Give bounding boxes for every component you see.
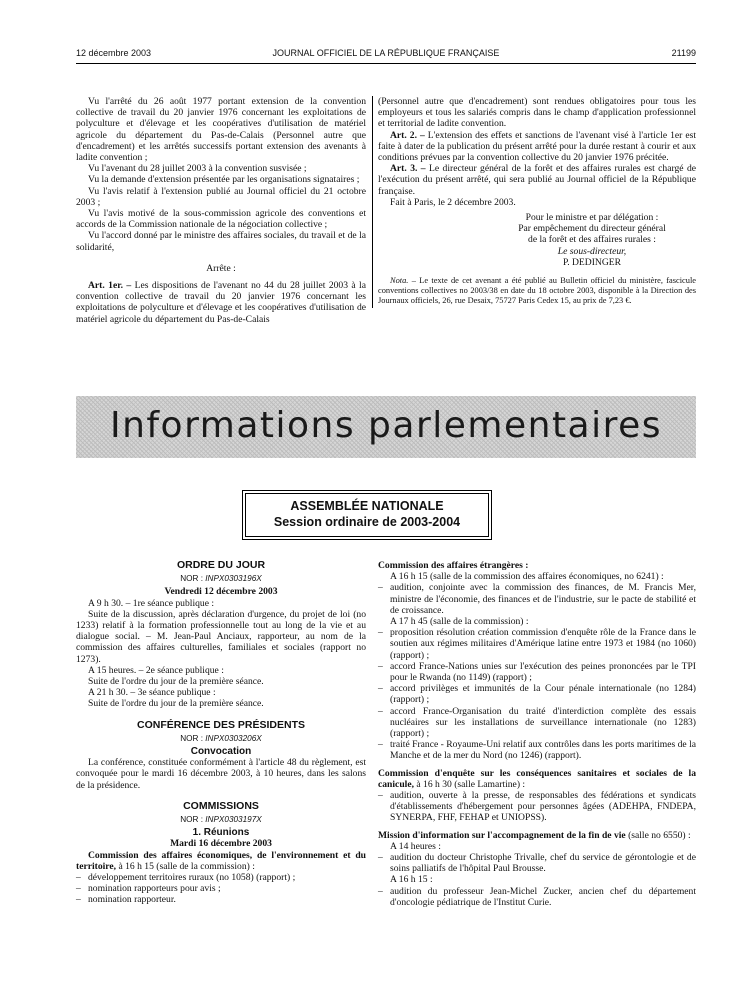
comm-sub: 1. Réunions xyxy=(192,827,250,839)
banner-title: Informations parlementaires xyxy=(109,405,663,446)
header-page-number: 21199 xyxy=(671,48,696,58)
assembly-box xyxy=(245,493,489,537)
etr-items-1 xyxy=(378,582,696,616)
list-item: Vu l'arrêté du 26 août 1977 portant extension de la convention collective de travail du 20 janvier 1976 concernant les exploitations de polyculture et d'élevage et les coopératives d'utilisation de matériel agricole du département du Pas-de-Calais (Personnel autre que d'encadrement) et les arrêtés successifs portant extension des avenants à ladite convention ; xyxy=(76,96,366,164)
signature-role: Le sous-directeur, xyxy=(557,245,627,257)
article-1-text: Les dispositions de l'avenant no 44 du 28 juillet 2003 à la convention collective de travail du 20 janvier 1976 concernant les exploitations de polyculture et d'élevage et les coopératives d'utilisation de matériel agricole du département du Pas-de-Calais xyxy=(76,280,366,325)
list-item: Vu l'avis relatif à l'extension publié au Journal officiel du 21 octobre 2003 ; xyxy=(76,185,366,208)
ordre-nor-code: INPX0303196X xyxy=(205,574,262,584)
ordre-nor-label: NOR : xyxy=(180,574,203,584)
canicule-time: à 16 h 30 (salle Lamartine) : xyxy=(416,778,526,790)
mission-room: (salle no 6550) : xyxy=(628,829,691,841)
section-banner xyxy=(76,396,696,458)
comm-day: Mardi 16 décembre 2003 xyxy=(170,838,272,850)
article-2-label: Art. 2. – xyxy=(390,129,425,141)
seance-2: A 15 heures. – 2e séance publique : xyxy=(88,664,224,676)
comm-heading: COMMISSIONS xyxy=(183,799,259,812)
article-1-label: Art. 1er. – xyxy=(88,280,132,292)
list-item: – audition, ouverte à la presse, de responsables des fédérations et syndicats d'établissements d'hébergement pour personnes âgées (ADEHPA, FNDEPA, SYNERPA, FHF, FEHAP et UNIOPSS). xyxy=(378,790,696,824)
article-1-continuation: (Personnel autre que d'encadrement) sont rendues obligatoires pour tous les employeurs et tous les salariés compris dans le champ d'application professionnel et territorial de ladite convention. xyxy=(378,96,696,130)
etr-time-2: A 17 h 45 (salle de la commission) : xyxy=(390,616,529,628)
article-1 xyxy=(76,280,366,325)
list-item: – développement territoires ruraux (no 1058) (rapport) ; xyxy=(76,872,366,883)
conf-text: La conférence, constituée conformément à l'article 48 du règlement, est convoquée pour le mardi 16 décembre 2003, à 10 heures, dans les salons de la présidence. xyxy=(76,757,366,791)
top-right-column xyxy=(378,96,696,306)
mission-items-2 xyxy=(378,886,696,908)
list-item: – nomination rapporteur. xyxy=(76,894,366,905)
mission-info xyxy=(378,830,696,841)
list-item: – accord France-Organisation du traité d'interdiction complète des essais nucléaires sur les installations de surveillance internationale (no 1283) (rapport) ; xyxy=(378,706,696,740)
mission-time-1: A 14 heures : xyxy=(390,840,441,852)
conf-heading: CONFÉRENCE DES PRÉSIDENTS xyxy=(136,718,306,731)
seance-1: A 9 h 30. – 1re séance publique : xyxy=(88,597,215,609)
seance-1-text: Suite de la discussion, après déclaration d'urgence, du projet de loi (no 1233) relatif à la formation professionnelle tout au long de la vie et au dialogue social. – M. Jean-Paul Anciaux, rapporteur, au nom de la commission des affaires culturelles, familiales et sociales (rapport no 1273). xyxy=(76,608,366,665)
article-2 xyxy=(378,130,696,164)
eco-time: à 16 h 15 (salle de la commission) : xyxy=(118,860,255,872)
header-title: JOURNAL OFFICIEL DE LA RÉPUBLIQUE FRANÇAISE xyxy=(272,48,500,58)
ordre-nor xyxy=(76,573,366,584)
list-item: – proposition résolution création commission d'enquête rôle de la France dans le soutien aux régimes militaires d'Amérique latine entre 1973 et 1984 (no 1060) (rapport) ; xyxy=(378,627,696,661)
etr-items-2 xyxy=(378,627,696,761)
list-item: Vu l'accord donné par le ministre des affaires sociales, du travail et de la solidarité, xyxy=(76,230,366,253)
assembly-session: Session ordinaire de 2003-2004 xyxy=(273,515,461,529)
mission-items-1 xyxy=(378,852,696,874)
etr-title: Commission des affaires étrangères : xyxy=(378,560,529,571)
conf-nor xyxy=(76,733,366,744)
signature-name: P. DEDINGER xyxy=(562,256,622,268)
bottom-left-column xyxy=(76,560,366,906)
header-rule xyxy=(76,63,696,64)
nota-label: Nota. – xyxy=(390,276,416,286)
list-item: – nomination rapporteurs pour avis ; xyxy=(76,883,366,894)
list-item: Par empêchement du directeur général xyxy=(518,223,666,235)
list-item: Vu la demande d'extension présentée par les organisations signataires ; xyxy=(88,174,360,186)
nota-text: Le texte de cet avenant a été publié au Bulletin officiel du ministère, fascicule conventions collectives no 2003/38 en date du 18 octobre 2003, disponible à la Direction des Journaux officiels, 26, rue Desaix, 75727 Paris Cedex 15, au prix de 7,23 €. xyxy=(378,276,696,306)
canicule-items xyxy=(378,790,696,824)
ordre-day: Vendredi 12 décembre 2003 xyxy=(164,586,278,598)
list-item: Vu l'avis motivé de la sous-commission agricole des conventions et accords de la Commission nationale de la négociation collective ; xyxy=(76,208,366,231)
article-2-text: L'extension des effets et sanctions de l'avenant visé à l'article 1er est faite à dater de la publication du présent arrêté pour la durée restant à courir et aux conditions prévues par la convention collective du 20 janvier 1976 précitée. xyxy=(378,129,696,164)
list-item: – audition, conjointe avec la commission des finances, de M. Francis Mer, ministre de l'économie, des finances et de l'industrie, sur le pacte de stabilité et de croissance. xyxy=(378,582,696,616)
comm-nor-label: NOR : xyxy=(180,815,203,825)
mission-time-2: A 16 h 15 : xyxy=(390,874,433,886)
signature-block xyxy=(488,212,696,246)
bottom-right-column xyxy=(378,560,696,908)
visa-list xyxy=(76,96,366,253)
list-item: – accord privilèges et immunités de la Cour pénale internationale (no 1284) (rapport) ; xyxy=(378,683,696,705)
conf-nor-code: INPX0303206X xyxy=(205,733,262,743)
list-item: Pour le ministre et par délégation : xyxy=(525,212,659,224)
canicule-commission xyxy=(378,768,696,790)
eco-commission xyxy=(76,850,366,872)
list-item: – traité France - Royaume-Uni relatif aux contrôles dans les ports maritimes de la Manche et de la mer du Nord (no 1246) (rapport). xyxy=(378,739,696,761)
list-item: Vu l'avenant du 28 juillet 2003 à la convention susvisée ; xyxy=(88,163,307,175)
article-3 xyxy=(378,163,696,197)
column-divider xyxy=(372,96,373,308)
canicule-title: Commission d'enquête sur les conséquences sanitaires et sociales de la canicule, xyxy=(378,767,696,790)
eco-title: Commission des affaires économiques, de l'environnement et du territoire, xyxy=(76,849,366,872)
etr-time-1: A 16 h 15 (salle de la commission des affaires économiques, no 6241) : xyxy=(390,571,664,583)
seance-3: A 21 h 30. – 3e séance publique : xyxy=(88,687,216,699)
seance-3-text: Suite de l'ordre du jour de la première séance. xyxy=(88,698,264,710)
page-header xyxy=(76,48,696,62)
conf-sub: Convocation xyxy=(190,746,252,758)
list-item: – audition du docteur Christophe Trivalle, chef du service de gérontologie et de soins palliatifs de l'hôpital Paul Brousse. xyxy=(378,852,696,874)
assembly-title: ASSEMBLÉE NATIONALE xyxy=(290,499,444,513)
seance-2-text: Suite de l'ordre du jour de la première séance. xyxy=(88,676,264,688)
mission-title: Mission d'information sur l'accompagnement de la fin de vie xyxy=(378,829,626,841)
article-3-label: Art. 3. – xyxy=(390,163,426,175)
top-left-column xyxy=(76,96,366,325)
header-date: 12 décembre 2003 xyxy=(76,48,152,58)
comm-nor xyxy=(76,814,366,825)
list-item: – accord France-Nations unies sur l'exécution des peines prononcées par le TPI pour le Rwanda (no 1149) (rapport) ; xyxy=(378,661,696,683)
nota xyxy=(378,276,696,306)
list-item: – audition du professeur Jean-Michel Zucker, ancien chef du département d'oncologie pédiatrique de l'Institut Curie. xyxy=(378,886,696,908)
arrete-label: Arrête : xyxy=(206,262,236,274)
list-item: de la forêt et des affaires rurales : xyxy=(528,234,656,246)
eco-items xyxy=(76,872,366,906)
comm-nor-code: INPX0303197X xyxy=(205,815,262,825)
fait-a-paris: Fait à Paris, le 2 décembre 2003. xyxy=(390,196,516,208)
ordre-heading: ORDRE DU JOUR xyxy=(176,559,266,571)
conf-nor-label: NOR : xyxy=(180,733,203,743)
article-3-text: Le directeur général de la forêt et des affaires rurales est chargé de l'exécution du présent arrêté, qui sera publié au Journal officiel de la République française. xyxy=(378,163,696,197)
